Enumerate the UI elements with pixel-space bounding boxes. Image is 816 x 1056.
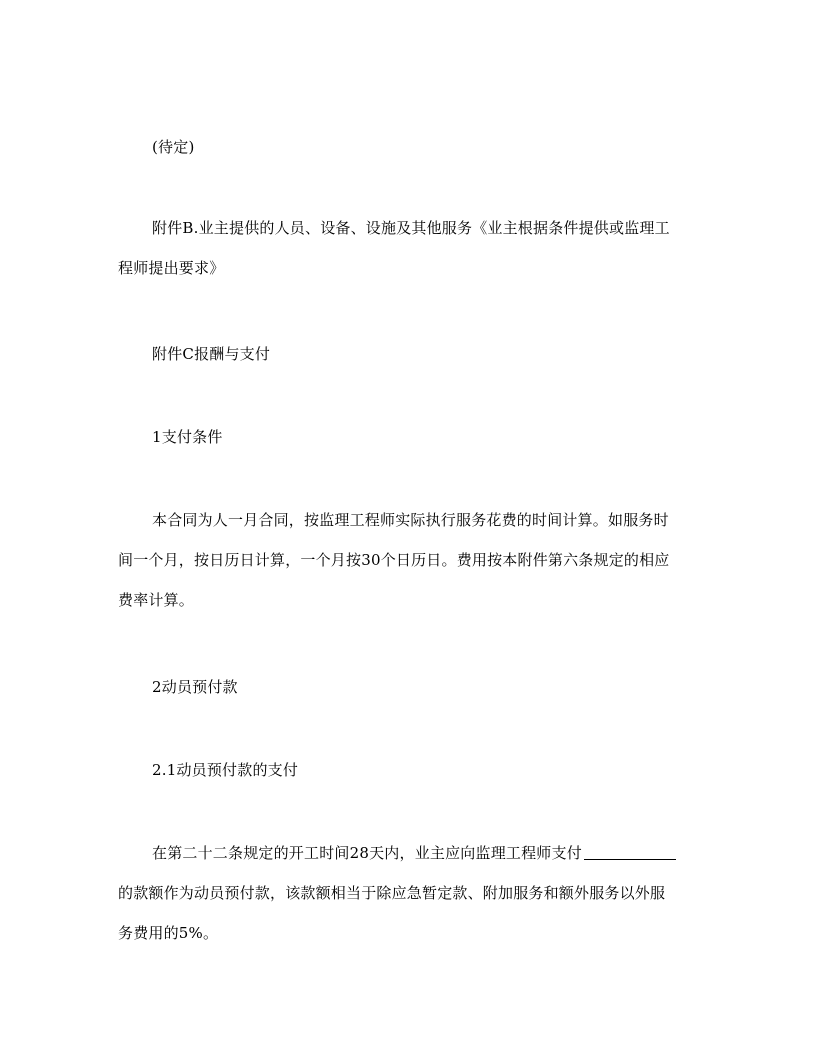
section-2-1-line-2: 的款额作为动员预付款，该款额相当于除应急暂定款、附加服务和额外服务以外服 — [118, 884, 666, 902]
section-2-1-line-3: 务费用的5%。 — [118, 924, 219, 942]
section-1-line-2: 间一个月，按日历日计算，一个月按30个日历日。费用按本附件第六条规定的相应 — [118, 551, 670, 569]
section-2-1-line-1 — [118, 833, 698, 873]
annex-b-line-1: 附件B.业主提供的人员、设备、设施及其他服务《业主根据条件提供或监理工 — [152, 219, 670, 237]
section-2-title: 2动员预付款 — [152, 678, 238, 696]
section-2-1-body — [118, 833, 698, 953]
annex-b-line-2: 程师提出要求》 — [118, 259, 225, 277]
annex-c-title: 附件C报酬与支付 — [152, 345, 271, 363]
pending-note: (待定) — [152, 138, 195, 156]
section-1-line-3: 费率计算。 — [118, 591, 195, 609]
annex-b-paragraph — [118, 208, 698, 288]
section-2-1-title: 2.1动员预付款的支付 — [152, 761, 299, 779]
section-1-body — [118, 500, 698, 620]
section-1-title: 1支付条件 — [152, 428, 223, 446]
section-2-1-line-1-text: 在第二十二条规定的开工时间28天内，业主应向监理工程师支付 — [152, 844, 582, 862]
amount-blank-line — [584, 844, 676, 860]
section-1-line-1: 本合同为人一月合同，按监理工程师实际执行服务花费的时间计算。如服务时 — [152, 511, 669, 529]
